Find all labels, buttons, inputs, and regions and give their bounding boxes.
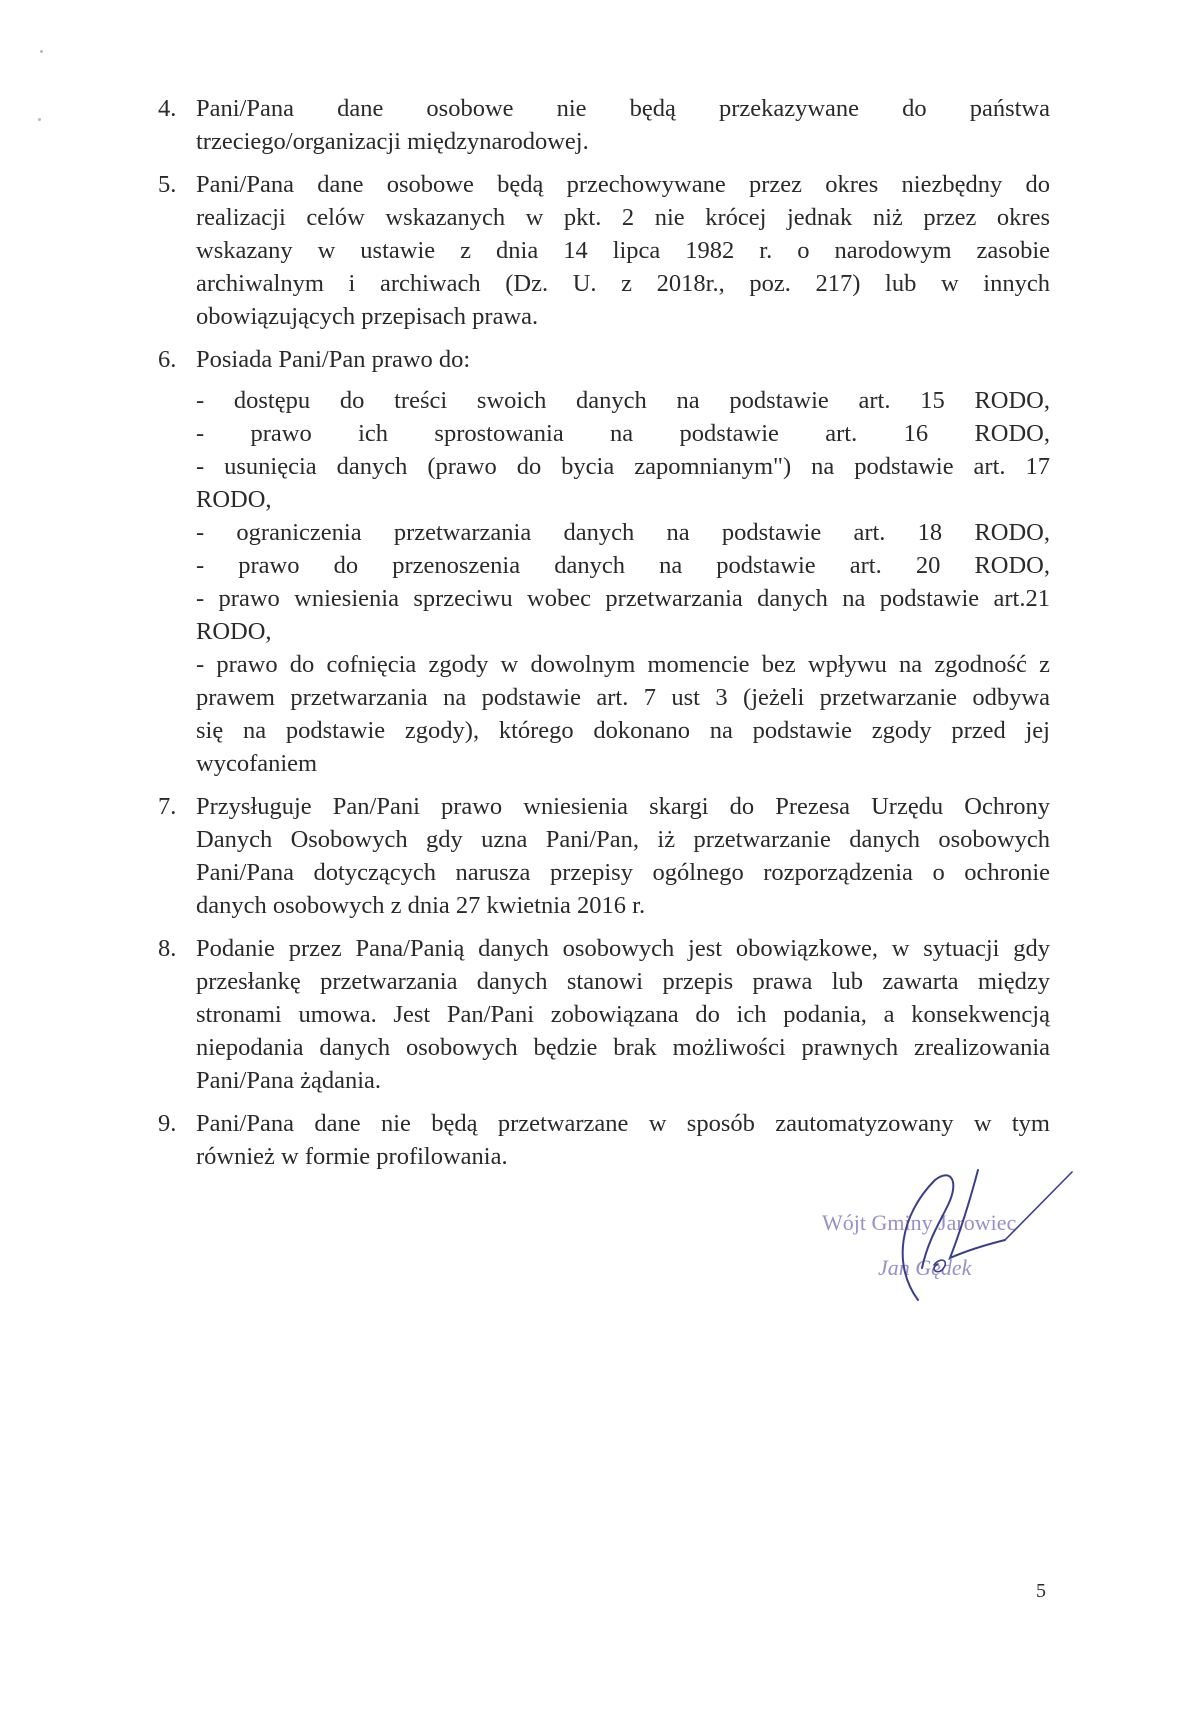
right-line: - prawo do cofnięcia zgody w dowolnym momencie bez wpływu na zgodność z: [196, 651, 1050, 678]
text-line: Podanie przez Pana/Panią danych osobowych jest obowiązkowe, w sytuacji gdy: [196, 935, 1050, 962]
item-text: [196, 932, 1050, 1097]
list-item-8: [158, 932, 1050, 1097]
text-line: Pani/Pana dotyczących narusza przepisy ogólnego rozporządzenia o ochronie: [196, 859, 1050, 886]
item-text: [196, 168, 1050, 333]
text-line: obowiązujących przepisach prawa.: [196, 303, 539, 330]
item-number: 7.: [158, 793, 177, 820]
text-line: Danych Osobowych gdy uzna Pani/Pan, iż przetwarzanie danych osobowych: [196, 826, 1050, 853]
right-line: wycofaniem: [196, 750, 318, 777]
signature-block: [800, 1160, 1100, 1310]
text-line: przesłankę przetwarzania danych stanowi przepis prawa lub zawarta między: [196, 968, 1050, 995]
item-number: 9.: [158, 1110, 177, 1137]
scan-artifact: [40, 50, 43, 53]
text-line: Pani/Pana dane osobowe nie będą przekazywane do państwa: [196, 95, 1050, 122]
text-line: Przysługuje Pan/Pani prawo wniesienia skargi do Prezesa Urzędu Ochrony: [196, 793, 1050, 820]
item-number: 6.: [158, 346, 177, 373]
right-line: - usunięcia danych (prawo do bycia zapomnianym") na podstawie art. 17: [196, 453, 1050, 480]
item-number: 8.: [158, 935, 177, 962]
right-line: RODO,: [196, 486, 272, 513]
right-line: prawem przetwarzania na podstawie art. 7 ust 3 (jeżeli przetwarzanie odbywa: [196, 684, 1050, 711]
list-item-7: [158, 790, 1050, 922]
item-text: [196, 92, 1050, 158]
stamp-title: Wójt Gminy Jarowiec: [822, 1210, 1017, 1235]
right-line: - prawo do przenoszenia danych na podstawie art. 20 RODO,: [196, 552, 1050, 579]
scan-artifact: [38, 118, 41, 121]
document-body: [158, 92, 1050, 1183]
text-line: trzeciego/organizacji międzynarodowej.: [196, 128, 589, 155]
stamp-name: Jan Gędek: [878, 1255, 972, 1280]
text-line: niepodania danych osobowych będzie brak możliwości prawnych zrealizowania: [196, 1034, 1050, 1061]
text-line: archiwalnym i archiwach (Dz. U. z 2018r., poz. 217) lub w innych: [196, 270, 1050, 297]
item-text: [196, 790, 1050, 922]
text-line: stronami umowa. Jest Pan/Pani zobowiązana do ich podania, a konsekwencją: [196, 1001, 1050, 1028]
list-item-6: [158, 343, 1050, 780]
text-line: Pani/Pana żądania.: [196, 1067, 382, 1094]
text-line: również w formie profilowania.: [196, 1143, 508, 1170]
text-line: wskazany w ustawie z dnia 14 lipca 1982 r. o narodowym zasobie: [196, 237, 1050, 264]
item-text: [196, 343, 1050, 780]
text-line: Pani/Pana dane osobowe będą przechowywane przez okres niezbędny do: [196, 171, 1050, 198]
text-line: realizacji celów wskazanych w pkt. 2 nie krócej jednak niż przez okres: [196, 204, 1050, 231]
list-item-4: [158, 92, 1050, 158]
right-line: - prawo wniesienia sprzeciwu wobec przetwarzania danych na podstawie art.21: [196, 585, 1050, 612]
right-line: - prawo ich sprostowania na podstawie art. 16 RODO,: [196, 420, 1050, 447]
handwritten-signature: [800, 1160, 1100, 1310]
page-number: 5: [1036, 1580, 1046, 1602]
list-item-5: [158, 168, 1050, 333]
text-line: Posiada Pani/Pan prawo do:: [196, 346, 471, 373]
right-line: - ograniczenia przetwarzania danych na podstawie art. 18 RODO,: [196, 519, 1050, 546]
text-line: danych osobowych z dnia 27 kwietnia 2016 r.: [196, 892, 646, 919]
right-line: się na podstawie zgody), którego dokonano na podstawie zgody przed jej: [196, 717, 1050, 744]
text-line: Pani/Pana dane nie będą przetwarzane w sposób zautomatyzowany w tym: [196, 1110, 1050, 1137]
item-number: 5.: [158, 171, 177, 198]
right-line: - dostępu do treści swoich danych na podstawie art. 15 RODO,: [196, 387, 1050, 414]
item-number: 4.: [158, 95, 177, 122]
rights-list: [196, 384, 1050, 780]
right-line: RODO,: [196, 618, 272, 645]
